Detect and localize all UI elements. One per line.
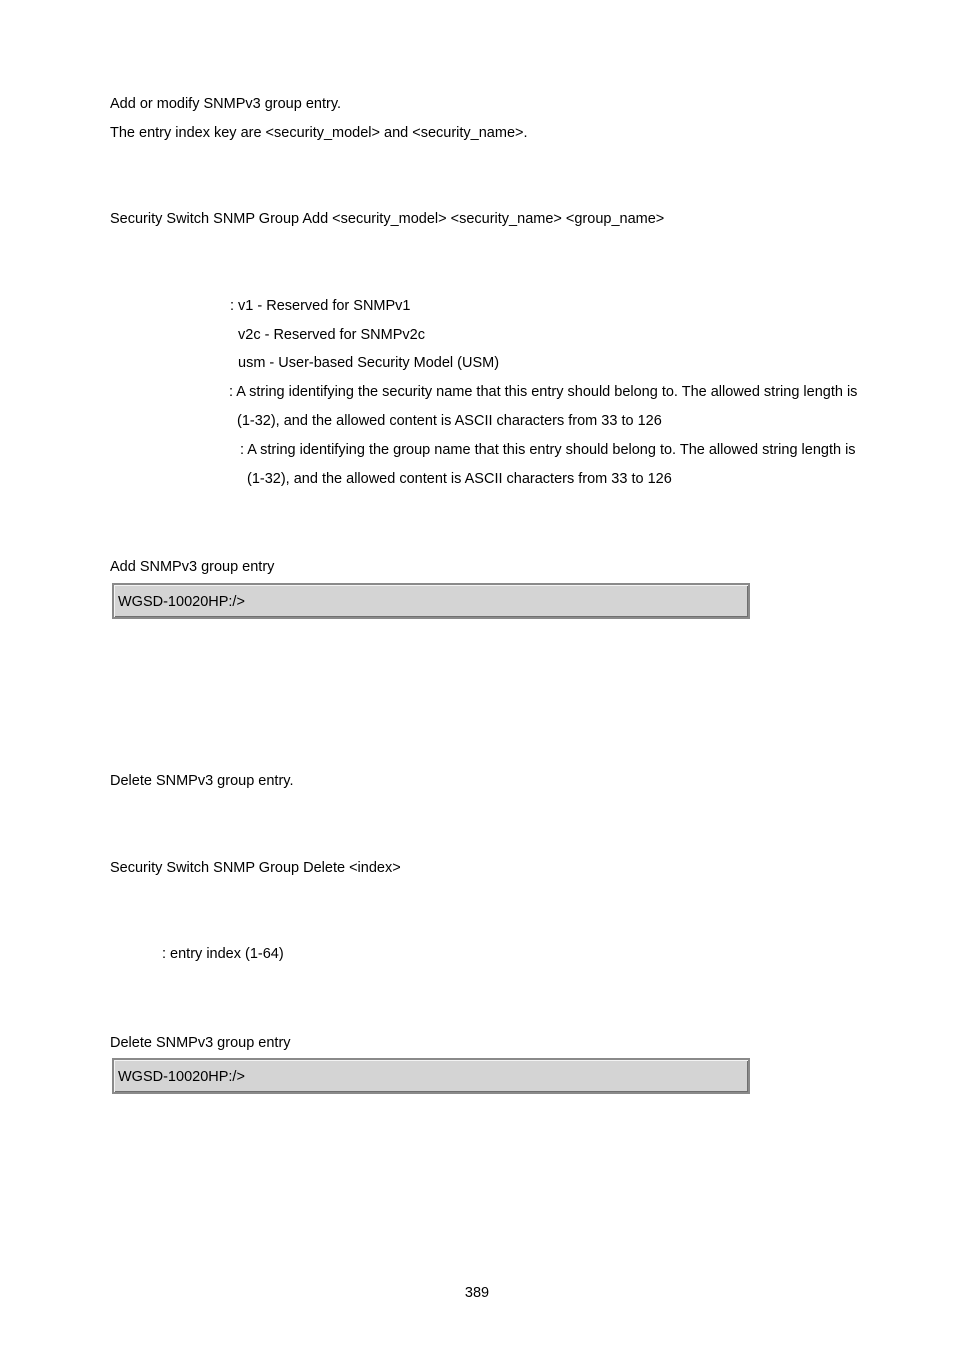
param-group-name-line1: : A string identifying the group name that this entry should belong to. The allowed string length is (240, 442, 856, 458)
add-syntax: Security Switch SNMP Group Add <security_model> <security_name> <group_name> (110, 211, 665, 227)
delete-example-caption: Delete SNMPv3 group entry (110, 1035, 291, 1051)
param-security-model-usm: usm - User-based Security Model (USM) (238, 355, 500, 371)
delete-syntax: Security Switch SNMP Group Delete <index> (110, 860, 401, 876)
add-example-caption: Add SNMPv3 group entry (110, 559, 275, 575)
add-console-prompt: WGSD-10020HP:/> (118, 594, 245, 610)
param-security-name-line2: (1-32), and the allowed content is ASCII characters from 33 to 126 (237, 413, 662, 429)
param-index: : entry index (1-64) (162, 946, 284, 962)
add-description-line1: Add or modify SNMPv3 group entry. (110, 96, 342, 112)
param-security-model-v1: : v1 - Reserved for SNMPv1 (230, 298, 411, 314)
param-security-model-v2c: v2c - Reserved for SNMPv2c (238, 327, 425, 343)
delete-console-prompt: WGSD-10020HP:/> (118, 1069, 245, 1085)
add-console-box (112, 583, 750, 619)
add-description-line2: The entry index key are <security_model> and <security_name>. (110, 125, 528, 141)
delete-description: Delete SNMPv3 group entry. (110, 773, 294, 789)
delete-console-box (112, 1058, 750, 1094)
page-number: 389 (464, 1285, 490, 1301)
param-security-name-line1: : A string identifying the security name that this entry should belong to. The allowed string length is (229, 384, 858, 400)
param-group-name-line2: (1-32), and the allowed content is ASCII characters from 33 to 126 (247, 471, 672, 487)
